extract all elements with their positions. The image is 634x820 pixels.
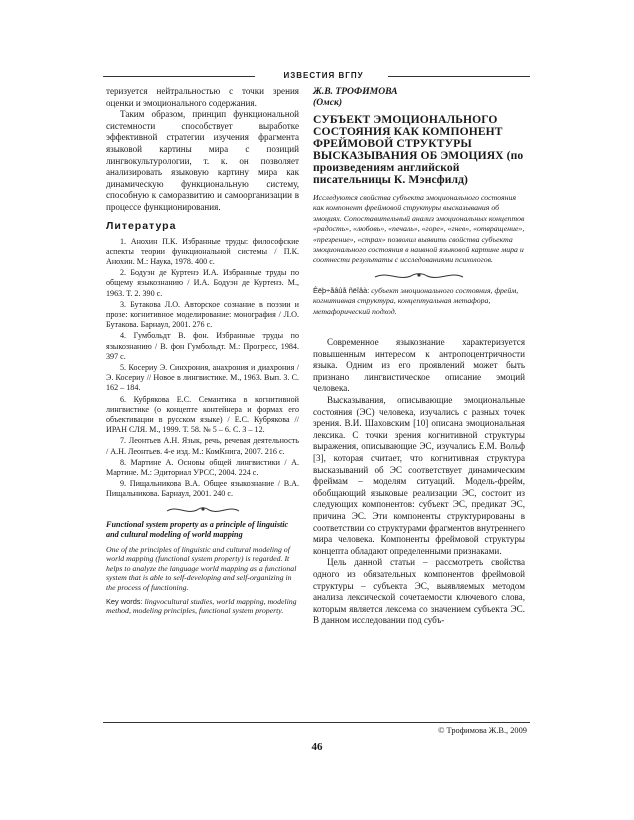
russian-keywords-text: субъект эмоционального состояния, фрейм, когнитивная структура, концептуальная метафора, метафорический подход. bbox=[313, 285, 519, 316]
copyright-notice: © Трофимова Ж.В., 2009 bbox=[438, 726, 527, 735]
reference-item: 7. Леонтьев А.Н. Язык, речь, речевая деятельность / А.Н. Леонтьев. 4-е изд. М.: КомКнига, 2007. 216 с. bbox=[106, 436, 299, 456]
reference-item: 1. Анохин П.К. Избранные труды: философские аспекты теории функциональной системы / П.К. Анохин. М.: Наука, 1978. 400 с. bbox=[106, 236, 299, 266]
reference-item: 6. Кубрякова Е.С. Семантика в когнитивной лингвистике (о концепте контейнера и формах его объективации в русском языке) / Е.С. Кубрякова // ИРАН СЛЯ. М., 1999. Т. 58. № 5 – 6. С. 3 – 12. bbox=[106, 394, 299, 435]
russian-abstract: Исследуются свойства субъекта эмоционального состояния как компонент фреймовой структуры высказывания об эмоциях. Сопоставительный анализ эмоциональных концептов «радость», «любовь», «печаль», «горе», «гнев», «отвращение», «презрение», «страх» позволил выявить свойства субъекта эмоционального состояния в наивной языковой картине мира и соотнести результаты с исследованиями психологов. bbox=[313, 193, 525, 265]
author-city: (Омск) bbox=[313, 97, 343, 108]
journal-title: ИЗВЕСТИЯ ВГПУ bbox=[283, 71, 364, 80]
references-list bbox=[106, 237, 299, 500]
body-paragraph: Современное языкознание характеризуется повышенным интересом к антропоцентричности языка. Одним из его проявлений может быть признано лингвистическое описание эмоций человека. bbox=[313, 337, 525, 394]
header-rule-right bbox=[388, 76, 530, 77]
footer-rule bbox=[103, 722, 530, 723]
english-article-title: Functional system property as a principle of linguistic and cultural modeling of world mapping bbox=[106, 519, 289, 539]
body-paragraph: Цель данной статьи – рассмотреть свойства одного из обязательных компонентов фреймовой структуры – субъекта ЭС, выявляемых методом анализа лексической сочетаемости ключевого слова, которым является лексема со значением субъекта ЭС. В данном исследовании под субъ- bbox=[313, 557, 525, 626]
ornament-divider-icon bbox=[373, 270, 465, 282]
intro-paragraph: Таким образом, принцип функциональной системности способствует выработке эффективной стратегии изучения фрагмента языковой картины мира с позиций лингвокультурологии, т. к. он позволяет анализировать языковую картину мира как динамическую функциональную систему, способную к саморазвитию и самоорганизации в процессе функционирования. bbox=[106, 109, 299, 212]
reference-item: 9. Пищальникова В.А. Общее языкознание / В.А. Пищальникова. Барнаул, 2001. 240 с. bbox=[106, 479, 299, 499]
reference-item: 8. Мартине А. Основы общей лингвистики / А. Мартине. М.: Эдиториал УРСС, 2004. 224 с. bbox=[106, 457, 299, 477]
russian-keywords bbox=[313, 286, 525, 317]
left-column bbox=[106, 86, 299, 616]
intro-paragraph: теризуется нейтральностью с точки зрения оценки и эмоционального содержания. bbox=[106, 86, 299, 108]
article-title: СУБЪЕКТ ЭМОЦИОНАЛЬНОГО СОСТОЯНИЯ КАК КОМПОНЕНТ ФРЕЙМОВОЙ СТРУКТУРЫ ВЫСКАЗЫВАНИЯ ОБ ЭМОЦИЯХ (по произведениям английской писательницы К. Мэнсфилд) bbox=[313, 113, 524, 186]
russian-keywords-label: Êëþ÷åâûå ñëîâà: bbox=[313, 285, 370, 295]
english-keywords-text: lingvocultural studies, world mapping, modeling method, modeling principles, functional system property. bbox=[106, 596, 297, 616]
author-name: Ж.В. ТРОФИМОВА bbox=[313, 86, 398, 97]
ornament-divider-icon bbox=[165, 504, 241, 516]
right-column bbox=[313, 86, 525, 627]
reference-item: 5. Косериу Э. Синхрония, анахрония и диахрония / Э. Косериу // Новое в лингвистике. М., 1963. Вып. 3. С. 162 – 184. bbox=[106, 362, 299, 393]
english-abstract: One of the principles of linguistic and cultural modeling of world mapping (functional system property) is regarded. It helps to analyze the language world mapping as a functional system that is able to self-developing and self-organizing in the process of functioning. bbox=[106, 544, 297, 592]
header-rule-left bbox=[103, 76, 255, 77]
reference-item: 2. Бодуэн де Куртенэ И.А. Избранные труды по общему языкознанию / И.А. Бодуэн де Куртенэ. М., 1963. Т. 2. 390 с. bbox=[106, 268, 299, 298]
reference-item: 4. Гумбольдт В. фон. Избранные труды по языкознанию / В. фон Гумбольдт. М.: Прогресс, 1984. 397 с. bbox=[106, 331, 299, 361]
reference-item: 3. Бутакова Л.О. Авторское сознание в поэзии и прозе: когнитивное моделирование: монография / Л.О. Бутакова. Барнаул, 2001. 276 с. bbox=[106, 299, 299, 330]
english-keywords-label: Key words: bbox=[106, 596, 143, 606]
references-heading: Литература bbox=[106, 219, 177, 232]
english-keywords bbox=[106, 597, 299, 616]
running-header bbox=[103, 70, 530, 82]
page-number: 46 bbox=[311, 741, 323, 753]
body-paragraph: Высказывания, описывающие эмоциональные состояния (ЭС) человека, изучались с разных точек зрения. В.И. Шаховским [10] описана эмоциональная лексика. С точки зрения когнитивной структуры выражения, описывающие ЭС, изучались Е.М. Вольф [3], которая считает, что когнитивная структура высказываний об ЭС соответствует динамическим фреймам – моделям ситуаций. Модель-фрейм, обобщающий языковые реализации ЭС, состоит из следующих компонентов: субъект ЭС, предикат ЭС, причина ЭС. Эти компоненты структурированы в соответствии со структурами фрагментов внутреннего мира человека. Компоненты фреймовой структуры концепта обладают определенными признаками. bbox=[313, 395, 525, 556]
